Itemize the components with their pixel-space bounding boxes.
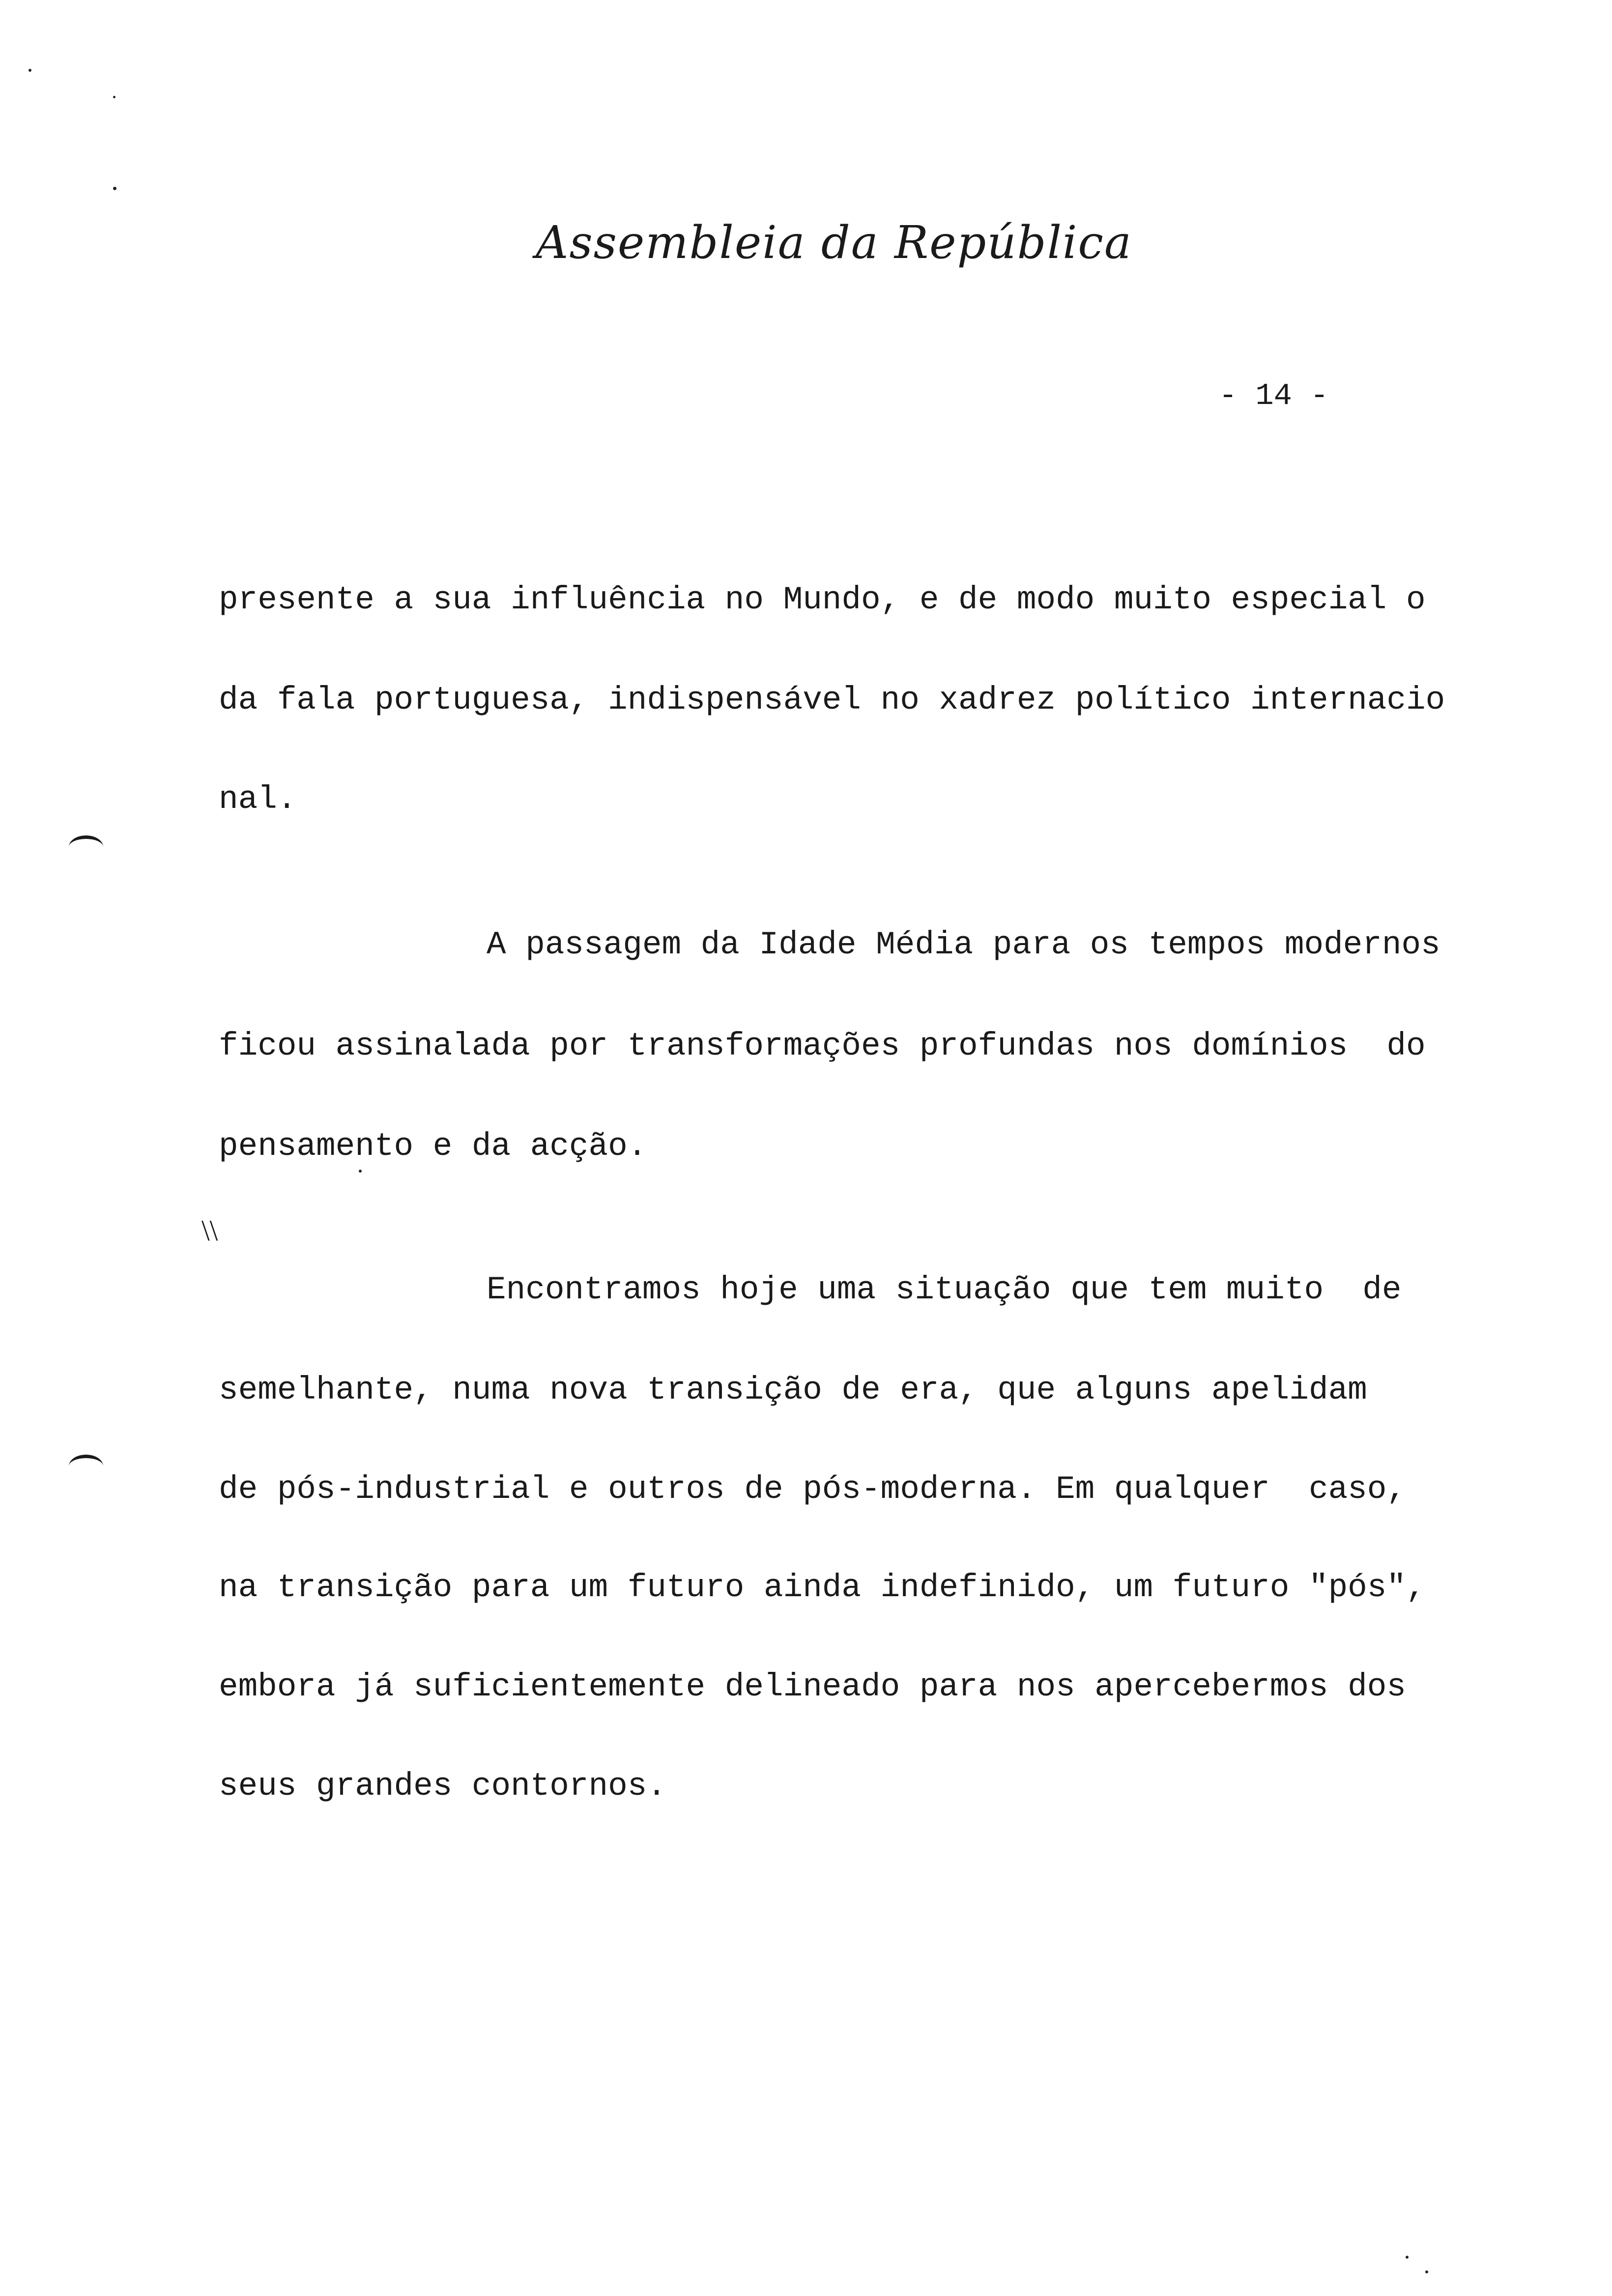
scan-speck [113, 96, 115, 98]
scan-speck [1425, 2270, 1428, 2273]
paragraph-1-line-2: da fala portuguesa, indispensável no xadrez político internacio [219, 682, 1445, 718]
margin-bracket-mark [69, 1455, 103, 1478]
margin-tick-mark: \\ [202, 1214, 218, 1247]
paragraph-2-line-3: pensamento e da acção. [219, 1128, 647, 1165]
paragraph-2-line-1: A passagem da Idade Média para os tempos modernos [487, 926, 1440, 963]
paragraph-3-line-6: seus grandes contornos. [219, 1768, 666, 1805]
paragraph-3-line-5: embora já suficientemente delineado para nos apercebermos dos [219, 1668, 1406, 1705]
scan-speck [359, 1170, 362, 1173]
scan-speck [113, 187, 116, 190]
page-number: - 14 - [1219, 378, 1329, 413]
scan-speck [1406, 2256, 1409, 2259]
paragraph-1-line-3: nal. [219, 781, 297, 818]
paragraph-2-line-2: ficou assinalada por transformações profundas nos domínios do [219, 1028, 1426, 1064]
paragraph-3-line-3: de pós-industrial e outros de pós-moderna. Em qualquer caso, [219, 1471, 1406, 1508]
paragraph-3-line-4: na transição para um futuro ainda indefinido, um futuro "pós", [219, 1569, 1426, 1606]
paragraph-1-line-1: presente a sua influência no Mundo, e de modo muito especial o [219, 581, 1426, 618]
scan-speck [29, 69, 31, 72]
paragraph-3-line-2: semelhante, numa nova transição de era, que alguns apelidam [219, 1372, 1367, 1408]
paragraph-3-line-1: Encontramos hoje uma situação que tem muito de [487, 1271, 1402, 1308]
margin-bracket-mark [69, 835, 103, 859]
letterhead-title: Assembleia da República [536, 216, 1132, 269]
